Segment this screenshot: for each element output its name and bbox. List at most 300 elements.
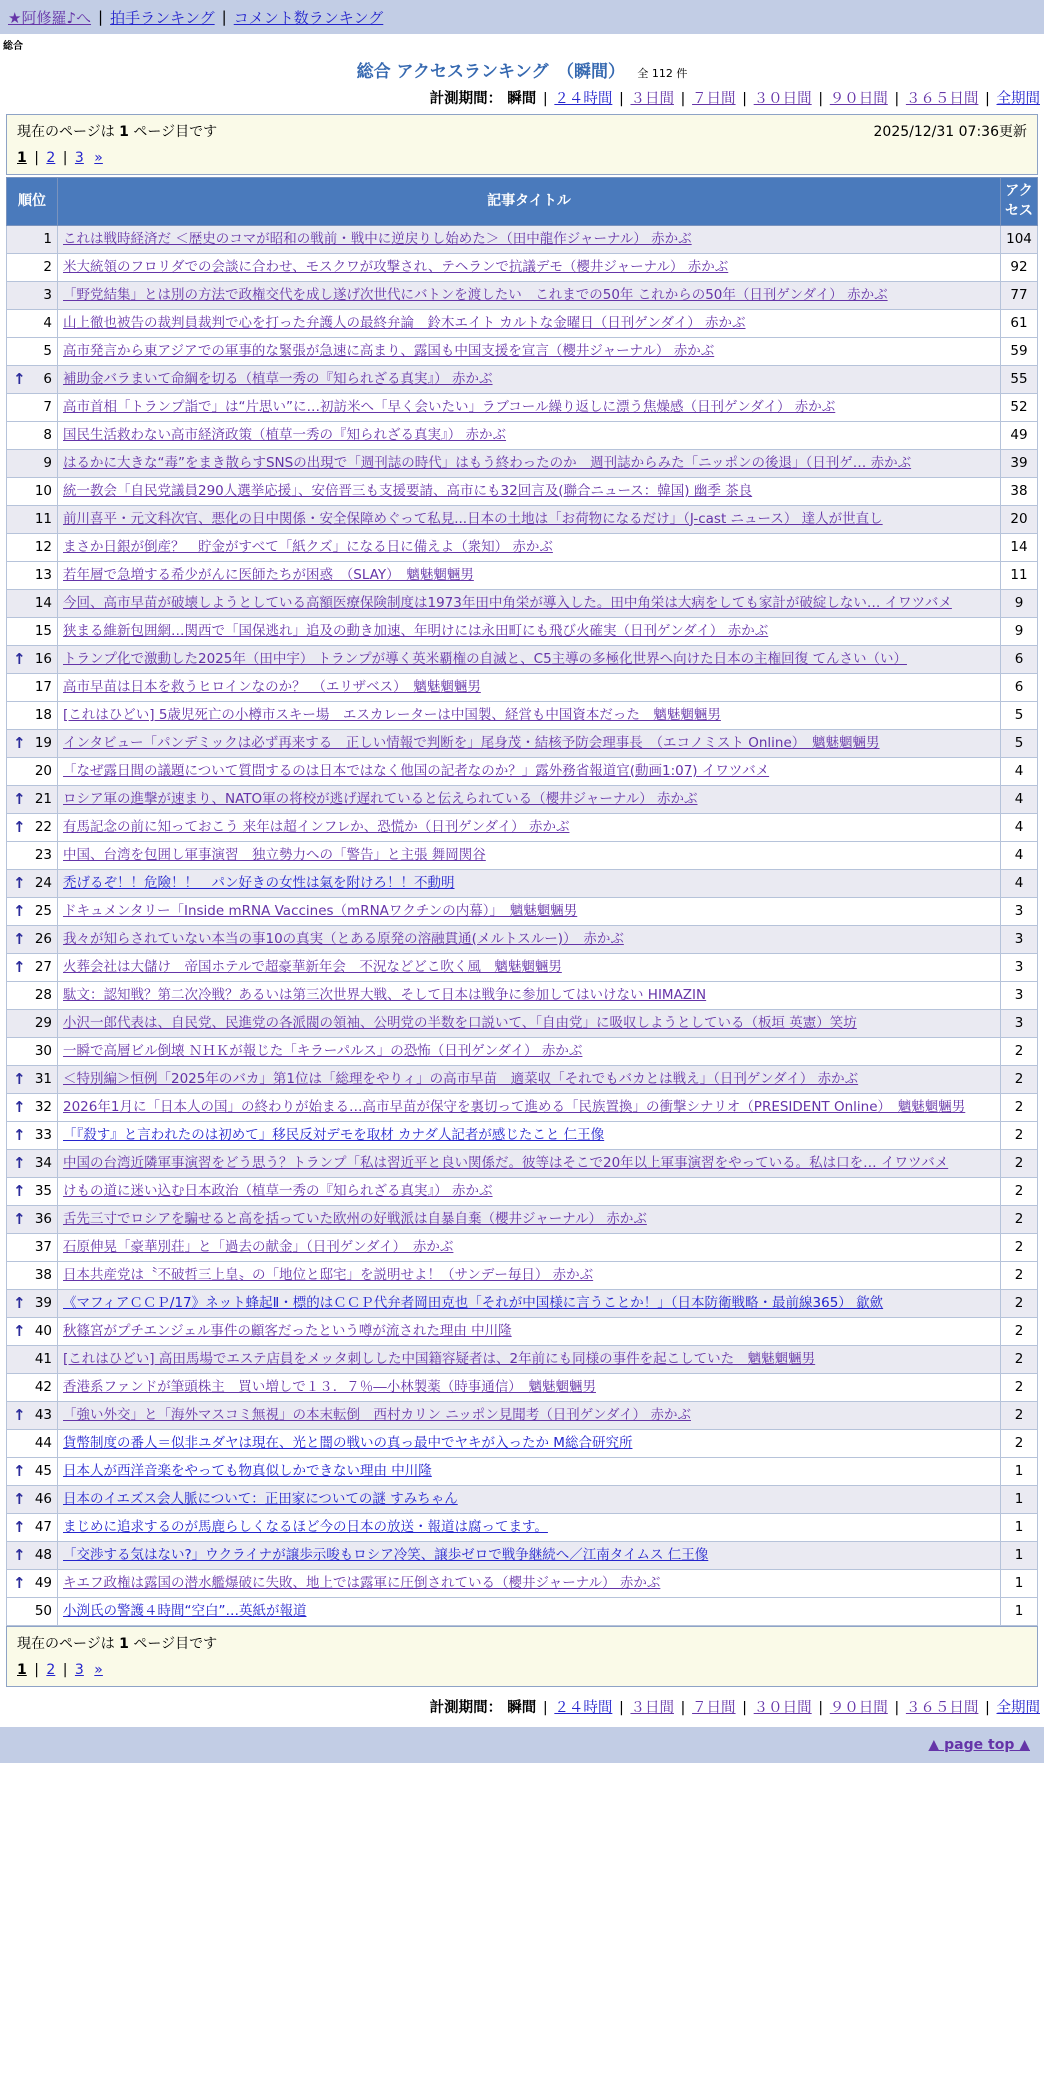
article-title-cell	[58, 1401, 1001, 1429]
article-title-cell	[58, 1121, 1001, 1149]
separator: |	[614, 91, 629, 107]
article-link[interactable]: 若年層で急増する希少がんに医師たちが困惑 （SLAY） 魑魅魍魎男	[63, 566, 474, 583]
article-link[interactable]: 中国の台湾近隣軍事演習をどう思う？トランプ「私は習近平と良い関係だ。彼等はそこで20年以上軍事演習をやっている。私は口を… イワツバメ	[63, 1154, 949, 1171]
access-count: 2	[1001, 1261, 1038, 1289]
top-nav-link[interactable]: 拍手ランキング	[110, 8, 215, 27]
table-row	[7, 841, 1038, 869]
access-count: 1	[1001, 1485, 1038, 1513]
period-selector	[0, 1696, 1040, 1717]
access-count: 20	[1001, 505, 1038, 533]
article-link[interactable]: ＜特別編＞恒例「2025年のバカ」第1位は「総理をやりィ」の高市早苗 適菜収「それでもバカとは戦え」（日刊ゲンダイ） 赤かぶ	[63, 1070, 859, 1087]
rank-number: 45	[34, 1462, 52, 1479]
up-arrow-icon: ↑	[13, 1321, 26, 1340]
access-count: 1	[1001, 1597, 1038, 1625]
period-link[interactable]: ９０日間	[829, 1699, 888, 1716]
access-count: 104	[1001, 225, 1038, 253]
article-link[interactable]: まじめに追求するのが馬鹿らしくなるほど今の日本の放送・報道は腐ってます。	[63, 1518, 548, 1535]
footer-bar	[0, 1727, 1044, 1763]
ranking-table	[6, 177, 1038, 1626]
rank-cell	[7, 729, 58, 757]
separator: |	[614, 1699, 629, 1716]
separator: |	[737, 91, 752, 107]
up-arrow-icon: ↑	[13, 733, 26, 752]
period-link[interactable]: ２４時間	[554, 91, 613, 107]
article-title-cell	[58, 449, 1001, 477]
rank-number: 35	[34, 1182, 52, 1199]
rank-number: 19	[34, 734, 52, 751]
up-arrow-icon: ↑	[13, 1069, 26, 1088]
page-current: 1	[17, 150, 27, 166]
article-link[interactable]: 統一教会「自民党議員290人選挙応援」、安倍晋三も支援要請、高市にも32回言及(聯合ニュース：韓国) 幽季 茶良	[63, 482, 753, 499]
rank-number: 50	[34, 1602, 52, 1619]
table-row	[7, 869, 1038, 897]
separator: |	[813, 1699, 828, 1716]
rank-number: 3	[43, 286, 52, 303]
article-link[interactable]: 日本人が西洋音楽をやっても物真似しかできない理由 中川隆	[63, 1462, 432, 1479]
rank-cell	[7, 589, 58, 617]
up-arrow-icon: ↑	[13, 929, 26, 948]
period-link[interactable]: ３日間	[630, 1699, 674, 1716]
article-title-cell	[58, 309, 1001, 337]
period-link[interactable]: ９０日間	[829, 91, 888, 107]
article-link[interactable]: まさか日銀が倒産？ 貯金がすべて「紙クズ」になる日に備えよ（衆知） 赤かぶ	[63, 538, 553, 555]
article-link[interactable]: 秋篠宮がプチエンジェル事件の顧客だったという噂が流された理由 中川隆	[63, 1322, 512, 1339]
rank-number: 43	[34, 1406, 52, 1423]
article-title-cell	[58, 253, 1001, 281]
page-info-box-top	[6, 114, 1038, 175]
article-link[interactable]: インタビュー「パンデミックは必ず再来する 正しい情報で判断を」尾身茂・結核予防会理事長 （エコノミスト Online） 魑魅魍魎男	[63, 734, 880, 751]
rank-cell	[7, 1205, 58, 1233]
article-title-cell	[58, 729, 1001, 757]
rank-cell	[7, 365, 58, 393]
access-count: 4	[1001, 813, 1038, 841]
period-current: 瞬間	[507, 1699, 537, 1716]
period-link[interactable]: ３６５日間	[905, 1699, 979, 1716]
article-link[interactable]: 駄文：認知戦？第二次冷戦？あるいは第三次世界大戦、そして日本は戦争に参加してはいけない HIMAZIN	[63, 986, 707, 1003]
page-current: 1	[17, 1661, 27, 1678]
access-count: 2	[1001, 1093, 1038, 1121]
separator: |	[980, 91, 995, 107]
table-row	[7, 1373, 1038, 1401]
rank-number: 1	[43, 230, 52, 247]
rank-cell	[7, 897, 58, 925]
up-arrow-icon: ↑	[13, 873, 26, 892]
article-link[interactable]: 《マフィアＣＣＰ/17》ネット蜂起Ⅱ・標的はＣＣＰ代弁者岡田克也「それが中国様に言うことか！」（日本防衛戦略・最前線365） 歙歛	[63, 1294, 884, 1311]
page-link[interactable]: 3	[74, 1661, 84, 1678]
rank-number: 34	[34, 1154, 52, 1171]
rank-number: 23	[34, 846, 52, 863]
table-row	[7, 225, 1038, 253]
article-title-cell	[58, 1233, 1001, 1261]
rank-cell	[7, 1009, 58, 1037]
top-nav-link[interactable]: コメント数ランキング	[233, 8, 384, 27]
article-link[interactable]: けもの道に迷い込む日本政治（植草一秀の『知られざる真実』） 赤かぶ	[63, 1182, 493, 1199]
rank-number: 17	[34, 678, 52, 695]
access-count: 1	[1001, 1541, 1038, 1569]
article-link[interactable]: 2026年1月に「日本人の国」の終わりが始まる…高市早苗が保守を裏切って進める「民族置換」の衝撃シナリオ（PRESIDENT Online） 魑魅魍魎男	[63, 1098, 966, 1115]
rank-cell	[7, 1317, 58, 1345]
top-nav-link[interactable]: ★阿修羅♪へ	[8, 8, 92, 27]
rank-cell	[7, 1289, 58, 1317]
period-link[interactable]: ２４時間	[554, 1699, 613, 1716]
rank-cell	[7, 393, 58, 421]
article-title-cell	[58, 337, 1001, 365]
article-link[interactable]: 「野党結集」とは別の方法で政権交代を成し遂げ次世代にバトンを渡したい これまでの50年 これからの50年（日刊ゲンダイ） 赤かぶ	[63, 286, 888, 303]
rank-number: 41	[34, 1350, 52, 1367]
up-arrow-icon: ↑	[13, 1489, 26, 1508]
rank-number: 48	[34, 1546, 52, 1563]
access-count: 3	[1001, 981, 1038, 1009]
access-count: 2	[1001, 1065, 1038, 1093]
rank-number: 42	[34, 1378, 52, 1395]
page-link[interactable]: 2	[46, 1661, 56, 1678]
table-row	[7, 757, 1038, 785]
separator: |	[58, 150, 72, 166]
article-title-cell	[58, 1541, 1001, 1569]
access-count: 3	[1001, 897, 1038, 925]
article-title-cell	[58, 393, 1001, 421]
rank-cell	[7, 841, 58, 869]
table-row	[7, 953, 1038, 981]
rank-number: 32	[34, 1098, 52, 1115]
rank-number: 16	[34, 650, 52, 667]
article-link[interactable]: ロシア軍の進撃が速まり、NATO軍の将校が逃げ遅れていると伝えられている（櫻井ジャーナル） 赤かぶ	[63, 790, 698, 807]
table-row	[7, 1485, 1038, 1513]
separator	[87, 150, 91, 166]
rank-number: 47	[34, 1518, 52, 1535]
article-link[interactable]: 補助金バラまいて命綱を切る（植草一秀の『知られざる真実』） 赤かぶ	[63, 370, 493, 387]
rank-number: 46	[34, 1490, 52, 1507]
access-count: 2	[1001, 1121, 1038, 1149]
up-arrow-icon: ↑	[13, 1545, 26, 1564]
up-arrow-icon: ↑	[13, 789, 26, 808]
article-link[interactable]: 火葬会社は大儲け 帝国ホテルで超豪華新年会 不況などどこ吹く風 魑魅魍魎男	[63, 958, 562, 975]
rank-number: 31	[34, 1070, 52, 1087]
period-link[interactable]: ３０日間	[753, 91, 812, 107]
article-title-cell	[58, 1093, 1001, 1121]
rank-cell	[7, 1429, 58, 1457]
rank-number: 2	[43, 258, 52, 275]
separator: |	[889, 1699, 904, 1716]
pagination	[17, 1662, 1027, 1678]
page-top-link[interactable]: ▲ page top ▲	[928, 1736, 1030, 1753]
title-header: 記事タイトル	[58, 178, 1001, 226]
article-link[interactable]: 小渕氏の警護４時間“空白”…英紙が報道	[63, 1602, 307, 1619]
access-count: 6	[1001, 645, 1038, 673]
article-title-cell	[58, 925, 1001, 953]
table-row	[7, 1401, 1038, 1429]
article-link[interactable]: 「なぜ露日間の議題について質問するのは日本ではなく他国の記者なのか？」露外務省報道官(動画1:07) イワツバメ	[63, 762, 770, 779]
page-info: 現在のページは 1 ページ目です	[17, 1635, 218, 1652]
article-link[interactable]: 前川喜平・元文科次官、悪化の日中関係・安全保障めぐって私見...日本の土地は「お荷物になるだけ」（J-cast ニュース） 達人が世直し	[63, 510, 883, 527]
rank-cell	[7, 1541, 58, 1569]
table-row	[7, 1121, 1038, 1149]
article-link[interactable]: 今回、高市早苗が破壊しようとしている高額医療保険制度は1973年田中角栄が導入した。田中角栄は大病をしても家計が破綻しない… イワツバメ	[63, 594, 952, 611]
article-link[interactable]: ドキュメンタリー「Inside mRNA Vaccines（mRNAワクチンの内幕）」 魑魅魍魎男	[63, 902, 578, 919]
rank-cell	[7, 561, 58, 589]
rank-number: 49	[34, 1574, 52, 1591]
separator: |	[737, 1699, 752, 1716]
article-link[interactable]: 日本のイエズス会人脈について：正田家についての謎 すみちゃん	[63, 1490, 458, 1507]
rank-number: 33	[34, 1126, 52, 1143]
rank-cell	[7, 1149, 58, 1177]
article-link[interactable]: はるかに大きな“毒”をまき散らすSNSの出現で「週刊誌の時代」はもう終わったのか 週刊誌からみた「ニッポンの後退」（日刊ゲ… 赤かぶ	[63, 454, 912, 471]
separator: |	[980, 1699, 995, 1716]
article-link[interactable]: [これはひどい] 高田馬場でエステ店員をメッタ刺しした中国籍容疑者は、2年前にも同様の事件を起こしていた 魑魅魍魎男	[63, 1350, 816, 1367]
table-row	[7, 617, 1038, 645]
article-title-cell	[58, 1597, 1001, 1625]
article-title-cell	[58, 561, 1001, 589]
section-label: 総合	[3, 41, 23, 52]
article-title-cell	[58, 421, 1001, 449]
table-row	[7, 281, 1038, 309]
access-count: 4	[1001, 841, 1038, 869]
separator: |	[538, 91, 553, 107]
rank-cell	[7, 1093, 58, 1121]
table-row	[7, 393, 1038, 421]
article-title-cell	[58, 981, 1001, 1009]
access-count: 2	[1001, 1345, 1038, 1373]
access-count: 38	[1001, 477, 1038, 505]
article-link[interactable]: キエフ政権は露国の潜水艦爆破に失敗、地上では露軍に圧倒されている（櫻井ジャーナル） 赤かぶ	[63, 1574, 661, 1591]
table-header-row	[7, 178, 1038, 226]
article-link[interactable]: 米大統領のフロリダでの会談に合わせ、モスクワが攻撃され、テヘランで抗議デモ（櫻井ジャーナル） 赤かぶ	[63, 258, 729, 275]
up-arrow-icon: ↑	[13, 369, 26, 388]
article-title-cell	[58, 673, 1001, 701]
article-link[interactable]: これは戦時経済だ ＜歴史のコマが昭和の戦前・戦中に逆戻りし始めた＞（田中龍作ジャーナル） 赤かぶ	[63, 230, 692, 247]
article-title-cell	[58, 505, 1001, 533]
rank-cell	[7, 757, 58, 785]
table-row	[7, 1233, 1038, 1261]
rank-number: 15	[34, 622, 52, 639]
article-link[interactable]: 高市発言から東アジアでの軍事的な緊張が急速に高まり、露国も中国支援を宣言（櫻井ジャーナル） 赤かぶ	[63, 342, 715, 359]
article-title-cell	[58, 841, 1001, 869]
article-link[interactable]: 高市早苗は日本を救うヒロインなのか？ （エリザベス） 魑魅魍魎男	[63, 678, 481, 695]
article-link[interactable]: 禿げるぞ！！危險！！ パン好きの女性は氣を附けろ！！不動明	[63, 874, 455, 891]
rank-cell	[7, 225, 58, 253]
rank-number: 14	[34, 594, 52, 611]
access-count: 2	[1001, 1429, 1038, 1457]
access-count: 55	[1001, 365, 1038, 393]
rank-cell	[7, 1485, 58, 1513]
article-title-cell	[58, 1289, 1001, 1317]
article-title-cell	[58, 1261, 1001, 1289]
period-link[interactable]: 全期間	[996, 1699, 1040, 1716]
article-title-cell	[58, 1569, 1001, 1597]
rank-number: 21	[34, 790, 52, 807]
access-count: 4	[1001, 757, 1038, 785]
rank-number: 39	[34, 1294, 52, 1311]
article-link[interactable]: トランプ化で激動した2025年（田中宇） トランプが導く英米覇権の自滅と、C5主導の多極化世界へ向けた日本の主権回復 てんさい（い）	[63, 650, 907, 667]
article-title-cell	[58, 1037, 1001, 1065]
table-row	[7, 1177, 1038, 1205]
period-link[interactable]: ３６５日間	[905, 91, 979, 107]
rank-cell	[7, 617, 58, 645]
access-count: 3	[1001, 925, 1038, 953]
access-count: 59	[1001, 337, 1038, 365]
article-link[interactable]: 山上徹也被告の裁判員裁判で心を打った弁護人の最終弁論 鈴木エイト カルトな金曜日（日刊ゲンダイ） 赤かぶ	[63, 314, 746, 331]
period-link[interactable]: ７日間	[692, 91, 736, 107]
access-count: 49	[1001, 421, 1038, 449]
article-link[interactable]: 有馬記念の前に知っておこう 来年は超インフレか、恐慌か（日刊ゲンダイ） 赤かぶ	[63, 818, 570, 835]
article-link[interactable]: 「『殺す』と言われたのは初めて」移民反対デモを取材 カナダ人記者が感じたこと 仁王像	[63, 1126, 605, 1143]
separator: |	[29, 150, 44, 166]
table-row	[7, 1289, 1038, 1317]
access-count: 2	[1001, 1401, 1038, 1429]
period-link[interactable]: ３０日間	[753, 1699, 812, 1716]
period-link[interactable]: ３日間	[630, 91, 674, 107]
table-row	[7, 1037, 1038, 1065]
top-nav-bar	[0, 0, 1044, 34]
table-row	[7, 897, 1038, 925]
table-row	[7, 561, 1038, 589]
page-link[interactable]: »	[94, 1661, 103, 1678]
table-row	[7, 533, 1038, 561]
rank-number: 36	[34, 1210, 52, 1227]
article-title-cell	[58, 1457, 1001, 1485]
access-count: 2	[1001, 1205, 1038, 1233]
table-row	[7, 1569, 1038, 1597]
access-count: 11	[1001, 561, 1038, 589]
table-row	[7, 337, 1038, 365]
article-title-cell	[58, 897, 1001, 925]
rank-cell	[7, 421, 58, 449]
article-link[interactable]: 貨幣制度の番人＝似非ユダヤは現在、光と闇の戦いの真っ最中でヤキが入ったか M総合研究所	[63, 1434, 633, 1451]
table-row	[7, 1597, 1038, 1625]
access-count: 3	[1001, 1009, 1038, 1037]
access-count: 5	[1001, 729, 1038, 757]
period-label: 計測期間：	[429, 91, 508, 107]
table-row	[7, 645, 1038, 673]
rank-cell	[7, 337, 58, 365]
table-row	[7, 253, 1038, 281]
table-row	[7, 701, 1038, 729]
article-link[interactable]: 高市首相「トランプ詣で」は“片思い”に…初訪米へ「早く会いたい」ラブコール繰り返しに漂う焦燥感（日刊ゲンダイ） 赤かぶ	[63, 398, 836, 415]
page-link[interactable]: 2	[46, 150, 56, 166]
article-link[interactable]: 「強い外交」と「海外マスコミ無視」の本末転倒 西村カリン ニッポン見聞考（日刊ゲンダイ） 赤かぶ	[63, 1406, 691, 1423]
total-count: 全 112 件	[637, 67, 688, 80]
article-title-cell	[58, 1345, 1001, 1373]
separator: |	[29, 1661, 44, 1678]
article-link[interactable]: 香港系ファンドが筆頭株主 買い増しで１３．７％―小林製薬（時事通信） 魑魅魍魎男	[63, 1378, 596, 1395]
rank-number: 20	[34, 762, 52, 779]
access-count: 4	[1001, 869, 1038, 897]
table-row	[7, 1149, 1038, 1177]
article-link[interactable]: 石原伸晃「豪華別荘」と「過去の献金」（日刊ゲンダイ） 赤かぶ	[63, 1238, 454, 1255]
table-row	[7, 925, 1038, 953]
table-row	[7, 1345, 1038, 1373]
table-row	[7, 981, 1038, 1009]
article-title-cell	[58, 757, 1001, 785]
rank-number: 26	[34, 930, 52, 947]
article-link[interactable]: 舌先三寸でロシアを騙せると高を括っていた欧州の好戦派は自暴自棄（櫻井ジャーナル） 赤かぶ	[63, 1210, 647, 1227]
rank-cell	[7, 953, 58, 981]
page-link[interactable]: »	[94, 150, 103, 166]
access-count: 39	[1001, 449, 1038, 477]
up-arrow-icon: ↑	[13, 957, 26, 976]
period-current: 瞬間	[507, 91, 537, 107]
page-link[interactable]: 3	[74, 150, 84, 166]
article-link[interactable]: 我々が知らされていない本当の事10の真実（とある原発の溶融貫通(メルトスルー)） 赤かぶ	[63, 930, 624, 947]
separator: |	[538, 1699, 553, 1716]
rank-cell	[7, 1037, 58, 1065]
article-title-cell	[58, 1513, 1001, 1541]
table-row	[7, 1317, 1038, 1345]
rank-header: 順位	[7, 178, 58, 226]
article-link[interactable]: 日本共産党は〝不破哲三上皇〟の「地位と邸宅」を説明せよ！（サンデー毎日） 赤かぶ	[63, 1266, 594, 1283]
rank-cell	[7, 1177, 58, 1205]
article-title-cell	[58, 1317, 1001, 1345]
separator	[87, 1662, 91, 1678]
article-title-cell	[58, 813, 1001, 841]
article-title-cell	[58, 281, 1001, 309]
pagination	[17, 150, 1027, 166]
table-row	[7, 1541, 1038, 1569]
separator: |	[813, 91, 828, 107]
access-count: 6	[1001, 673, 1038, 701]
article-link[interactable]: 狭まる維新包囲網…関西で「国保逃れ」追及の動き加速、年明けには永田町にも飛び火確実（日刊ゲンダイ） 赤かぶ	[63, 622, 769, 639]
table-row	[7, 785, 1038, 813]
access-count: 1	[1001, 1569, 1038, 1597]
rank-number: 28	[34, 986, 52, 1003]
rank-number: 5	[43, 342, 52, 359]
article-title-cell	[58, 477, 1001, 505]
access-header: アクセス	[1001, 178, 1038, 226]
table-row	[7, 1261, 1038, 1289]
rank-cell	[7, 673, 58, 701]
page-info: 現在のページは 1 ページ目です	[17, 124, 218, 140]
article-link[interactable]: 小沢一郎代表は、自民党、民進党の各派閥の領袖、公明党の半数を口説いて、「自由党」に吸収しようとしている（板垣 英憲）笑坊	[63, 1014, 857, 1031]
article-title-cell	[58, 953, 1001, 981]
article-link[interactable]: 「交渉する気はない?」ウクライナが譲歩示唆もロシア冷笑、譲歩ゼロで戦争継続へ／江南タイムス 仁王像	[63, 1546, 709, 1563]
rank-cell	[7, 533, 58, 561]
rank-cell	[7, 1121, 58, 1149]
rank-number: 7	[43, 398, 52, 415]
access-count: 2	[1001, 1373, 1038, 1401]
table-row	[7, 421, 1038, 449]
period-link[interactable]: 全期間	[996, 91, 1040, 107]
access-count: 2	[1001, 1177, 1038, 1205]
article-link[interactable]: [これはひどい] 5歳児死亡の小樽市スキー場 エスカレーターは中国製、経営も中国資本だった 魑魅魍魎男	[63, 706, 721, 723]
article-link[interactable]: 中国、台湾を包囲し軍事演習 独立勢力への「警告」と主張 舞岡関谷	[63, 846, 486, 863]
article-title-cell	[58, 365, 1001, 393]
rank-number: 24	[34, 874, 52, 891]
table-row	[7, 1065, 1038, 1093]
rank-number: 40	[34, 1322, 52, 1339]
up-arrow-icon: ↑	[13, 1181, 26, 1200]
article-title-cell	[58, 1009, 1001, 1037]
access-count: 2	[1001, 1289, 1038, 1317]
access-count: 1	[1001, 1513, 1038, 1541]
rank-number: 30	[34, 1042, 52, 1059]
up-arrow-icon: ↑	[13, 1405, 26, 1424]
table-row	[7, 1429, 1038, 1457]
article-title-cell	[58, 785, 1001, 813]
period-link[interactable]: ７日間	[692, 1699, 736, 1716]
article-title-cell	[58, 1373, 1001, 1401]
rank-number: 29	[34, 1014, 52, 1031]
article-link[interactable]: 国民生活救わない高市経済政策（植草一秀の『知られざる真実』） 赤かぶ	[63, 426, 507, 443]
rank-cell	[7, 813, 58, 841]
rank-number: 11	[34, 510, 52, 527]
access-count: 2	[1001, 1037, 1038, 1065]
page-title: 総合 アクセスランキング （瞬間）	[356, 62, 626, 82]
table-row	[7, 1009, 1038, 1037]
article-title-cell	[58, 1065, 1001, 1093]
article-link[interactable]: 一瞬で高層ビル倒壊 ＮＨＫが報じた「キラーパルス」の恐怖（日刊ゲンダイ） 赤かぶ	[63, 1042, 583, 1059]
access-count: 92	[1001, 253, 1038, 281]
rank-number: 27	[34, 958, 52, 975]
